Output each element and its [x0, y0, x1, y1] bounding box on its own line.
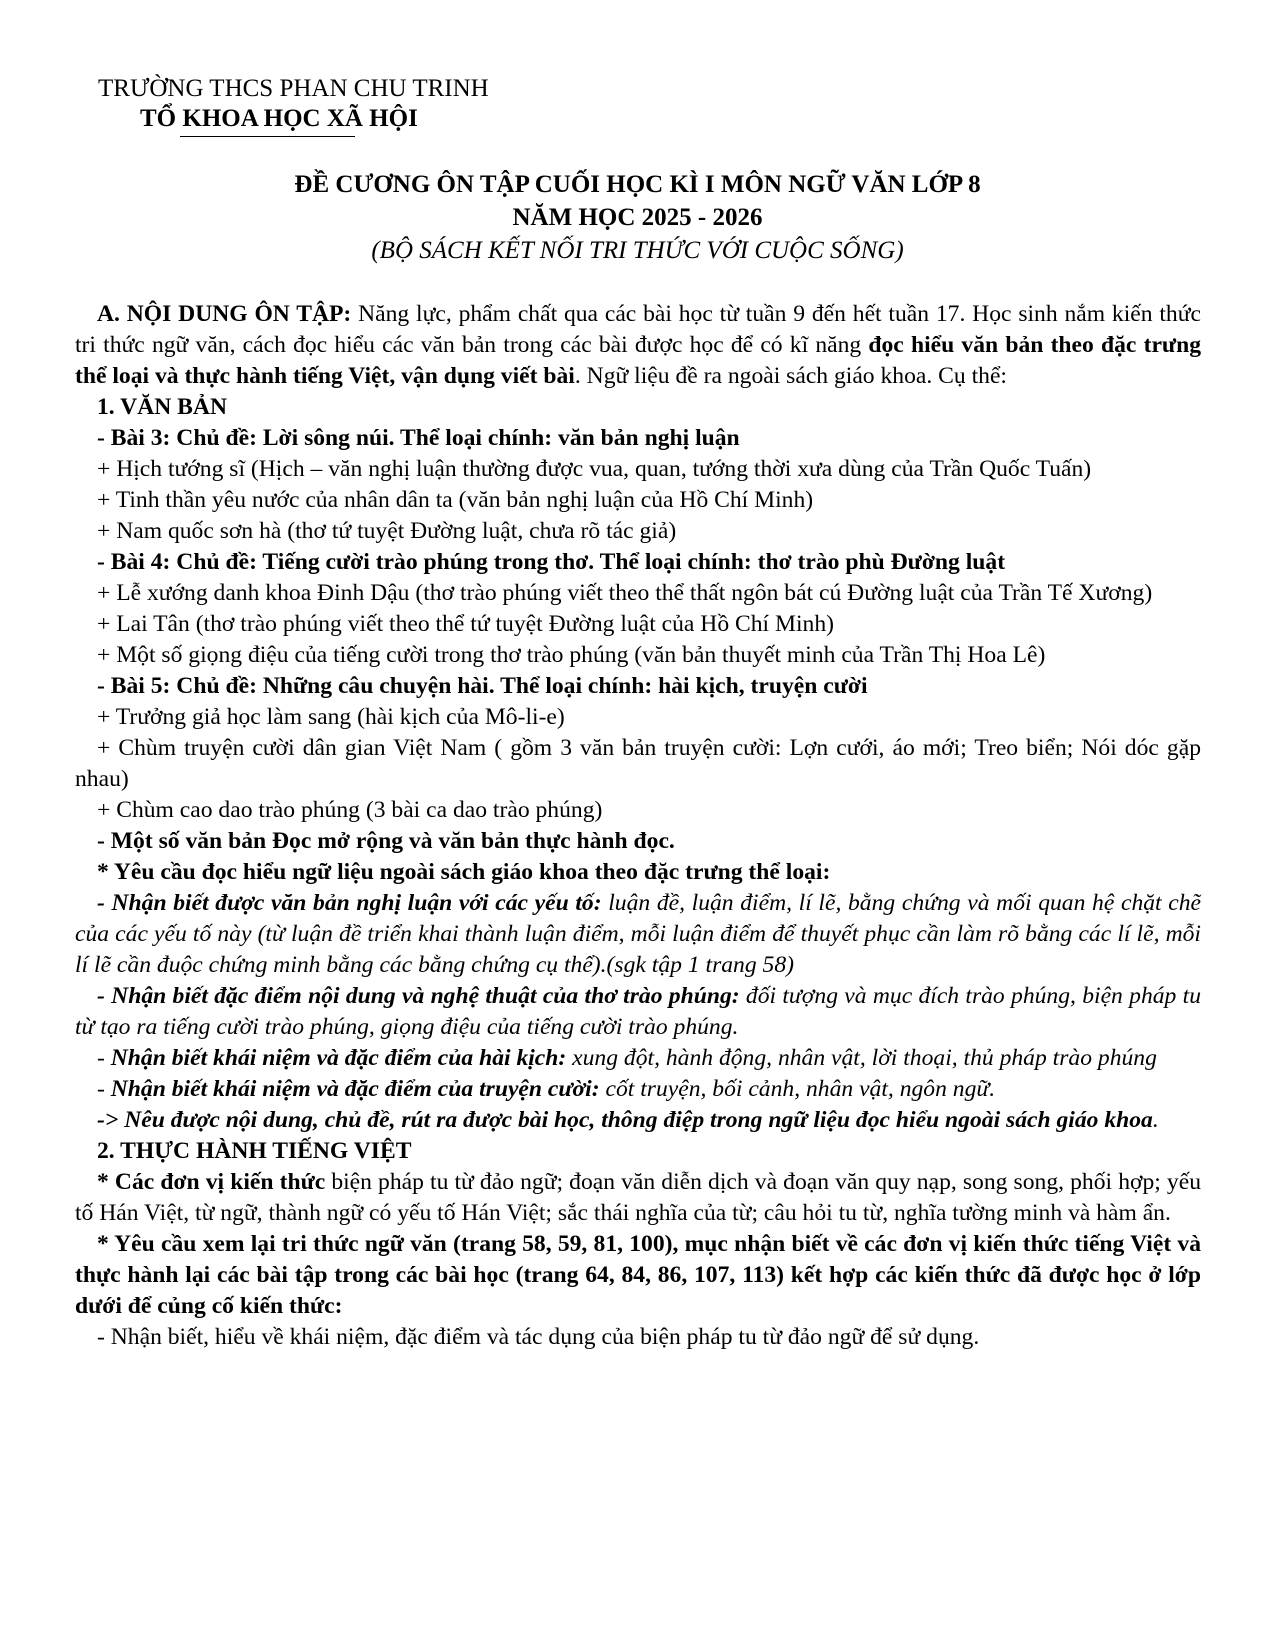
- school-year: NĂM HỌC 2025 - 2026: [512, 204, 763, 231]
- list-item: + Nam quốc sơn hà (thơ tứ tuyệt Đường luật, chưa rõ tác giả): [97, 518, 677, 544]
- list-item: + Hịch tướng sĩ (Hịch – văn nghị luận thường được vua, quan, tướng thời xưa dùng của Trần Quốc Tuấn): [97, 456, 1092, 482]
- list-item: + Lễ xướng danh khoa Đinh Dậu (thơ trào phúng viết theo thể thất ngôn bát cú Đường luật của Trần Tế Xương): [97, 580, 1153, 606]
- requirement-item: - Nhận biết đặc điểm nội dung và nghệ thuật của thơ trào phúng: đối tượng và mục đích trào phúng, biện pháp tu từ tạo ra tiếng cười trào phúng, giọng điệu của tiếng cười trào phúng.: [75, 983, 1201, 1040]
- part1-heading: 1. VĂN BẢN: [97, 394, 227, 420]
- review-requirement: * Yêu cầu xem lại tri thức ngữ văn (trang 58, 59, 81, 100), mục nhận biết về các đơn vị kiến thức tiếng Việt và thực hành lại các bài tập trong các bài học (trang 64, 84, 86, 107, 113) kết hợp các kiến thức đã được học ở lớp dưới để củng cố kiến thức:: [75, 1231, 1201, 1319]
- extra-reading: - Một số văn bản Đọc mở rộng và văn bản thực hành đọc.: [97, 828, 675, 854]
- department-name: TỔ KHOA HỌC XÃ HỘI: [140, 105, 418, 132]
- section-a-intro: A. NỘI DUNG ÔN TẬP: Năng lực, phẩm chất qua các bài học từ tuần 9 đến hết tuần 17. Học sinh nắm kiến thức tri thức ngữ văn, cách đọc hiểu các văn bản trong các bài được học để có kĩ năng đọc hiểu văn bản theo đặc trưng thể loại và thực hành tiếng Việt, vận dụng viết bài. Ngữ liệu đề ra ngoài sách giáo khoa. Cụ thể:: [75, 301, 1201, 389]
- school-name: TRƯỜNG THCS PHAN CHU TRINH: [98, 75, 489, 102]
- book-series: (BỘ SÁCH KẾT NỐI TRI THỨC VỚI CUỘC SỐNG): [371, 237, 904, 264]
- requirement-item: - Nhận biết khái niệm và đặc điểm của hài kịch: xung đột, hành động, nhân vật, lời thoại, thủ pháp trào phúng: [97, 1045, 1157, 1071]
- lesson3-heading: - Bài 3: Chủ đề: Lời sông núi. Thể loại chính: văn bản nghị luận: [97, 425, 740, 451]
- list-item: + Trưởng giả học làm sang (hài kịch của Mô-li-e): [97, 704, 565, 730]
- lesson4-heading: - Bài 4: Chủ đề: Tiếng cười trào phúng trong thơ. Thể loại chính: thơ trào phù Đường luật: [97, 549, 1006, 575]
- document-title: ĐỀ CƯƠNG ÔN TẬP CUỐI HỌC KÌ I MÔN NGỮ VĂN LỚP 8: [294, 171, 981, 198]
- requirement-item: - Nhận biết được văn bản nghị luận với các yếu tố: luận đề, luận điểm, lí lẽ, bằng chứng và mối quan hệ chặt chẽ của các yếu tố này (từ luận đề triển khai thành luận điểm, mỗi luận điểm để thuyết phục cần làm rõ bằng các lí lẽ, mỗi lí lẽ cần đuộc chứng minh bằng các bằng chứng cụ thể).(sgk tập 1 trang 58): [75, 890, 1201, 978]
- document-body: [75, 299, 1201, 1353]
- lesson5-heading: - Bài 5: Chủ đề: Những câu chuyện hài. Thể loại chính: hài kịch, truyện cười: [97, 673, 868, 699]
- department-underline: [180, 136, 355, 137]
- requirement-item: - Nhận biết khái niệm và đặc điểm của truyện cười: cốt truyện, bối cảnh, nhân vật, ngôn ngữ.: [97, 1076, 996, 1102]
- section-a-heading: A. NỘI DUNG ÔN TẬP:: [97, 301, 352, 327]
- list-item: + Tinh thần yêu nước của nhân dân ta (văn bản nghị luận của Hồ Chí Minh): [97, 487, 814, 513]
- list-item: + Lai Tân (thơ trào phúng viết theo thể tứ tuyệt Đường luật của Hồ Chí Minh): [97, 611, 834, 637]
- list-item: + Một số giọng điệu của tiếng cười trong thơ trào phúng (văn bản thuyết minh của Trần Thị Hoa Lê): [97, 642, 1046, 668]
- part2-heading: 2. THỰC HÀNH TIẾNG VIỆT: [97, 1138, 412, 1164]
- reading-conclusion: -> Nêu được nội dung, chủ đề, rút ra được bài học, thông điệp trong ngữ liệu đọc hiểu ngoài sách giáo khoa.: [97, 1107, 1159, 1133]
- reading-requirement: * Yêu cầu đọc hiểu ngữ liệu ngoài sách giáo khoa theo đặc trưng thể loại:: [97, 859, 831, 885]
- list-item: - Nhận biết, hiểu về khái niệm, đặc điểm và tác dụng của biện pháp tu từ đảo ngữ để sử dụng.: [97, 1324, 980, 1350]
- list-item: + Chùm cao dao trào phúng (3 bài ca dao trào phúng): [97, 797, 603, 823]
- list-item: + Chùm truyện cười dân gian Việt Nam ( gồm 3 văn bản truyện cười: Lợn cưới, áo mới; Treo biển; Nói dóc gặp nhau): [75, 735, 1201, 792]
- knowledge-units: * Các đơn vị kiến thức biện pháp tu từ đảo ngữ; đoạn văn diễn dịch và đoạn văn quy nạp, song song, phối hợp; yếu tố Hán Việt, từ ngữ, thành ngữ có yếu tố Hán Việt; sắc thái nghĩa của từ; câu hỏi tu từ, nghĩa tường minh và hàm ẩn.: [75, 1169, 1201, 1226]
